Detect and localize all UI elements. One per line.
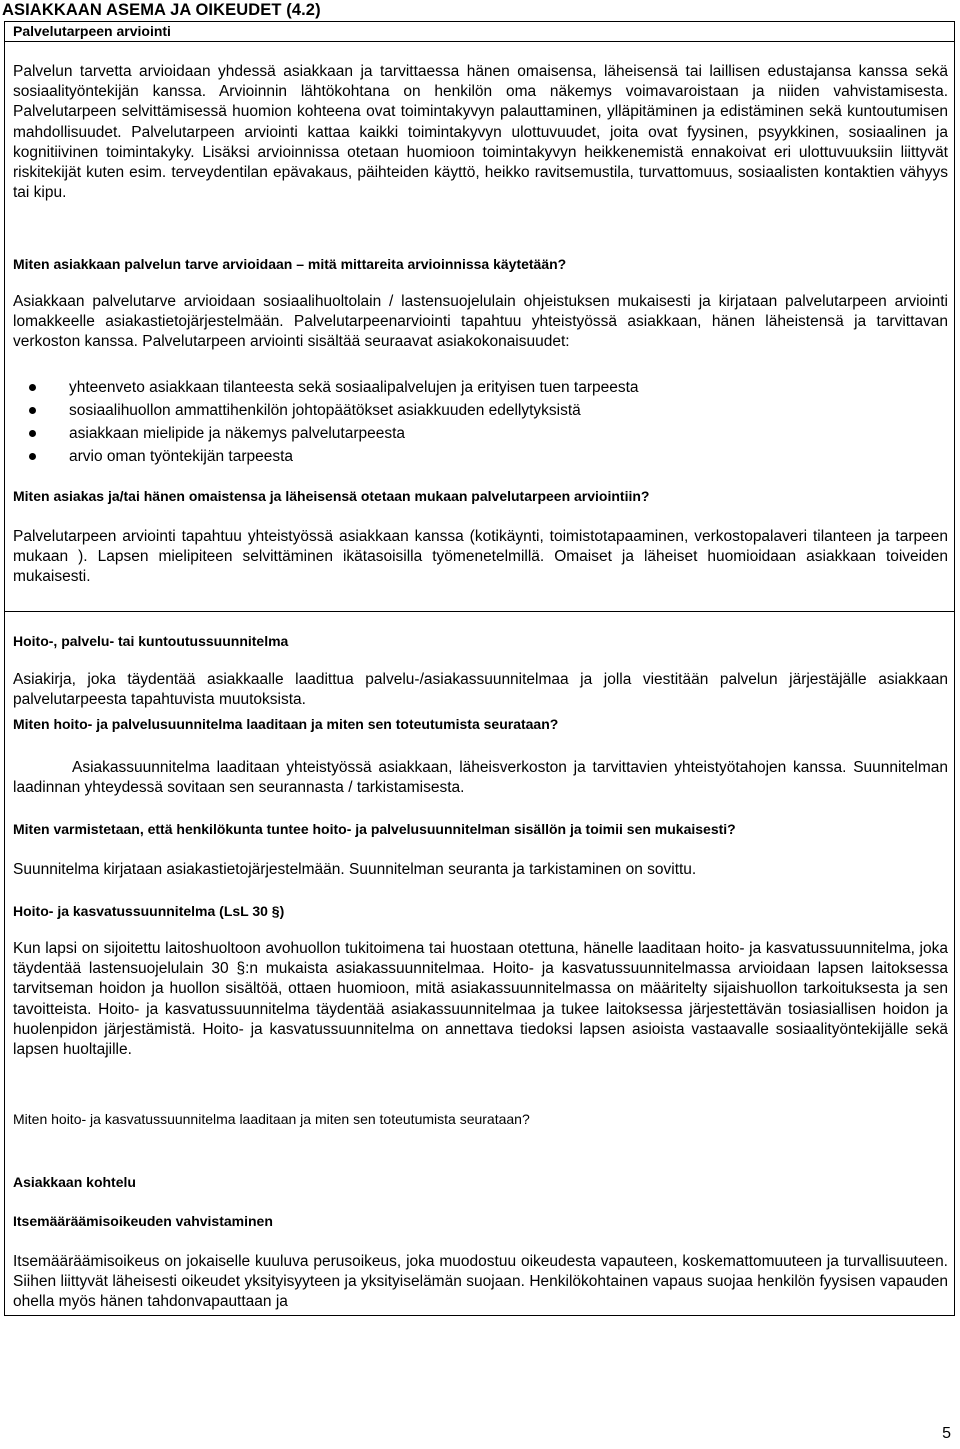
subsection-header: Hoito- ja kasvatussuunnitelma (LsL 30 §) (13, 903, 285, 919)
question-kasvatussuunnitelma: Miten hoito- ja kasvatussuunnitelma laaditaan ja miten sen toteutumista seurataan? (13, 1111, 530, 1127)
section-header: Hoito-, palvelu- tai kuntoutussuunnitelma (13, 633, 289, 649)
question-omaiset: Miten asiakas ja/tai hänen omaistensa ja läheisensä otetaan mukaan palvelutarpeen arviointiin? (13, 488, 650, 504)
page-title: ASIAKKAAN ASEMA JA OIKEUDET (4.2) (2, 1, 321, 19)
bullet-icon (29, 384, 36, 391)
section-header: Palvelutarpeen arviointi (13, 23, 171, 39)
bullet-icon (29, 430, 36, 437)
question-henkilokunta: Miten varmistetaan, että henkilökunta tuntee hoito- ja palvelusuunnitelman sisällön ja toimii sen mukaisesti? (13, 821, 736, 837)
list-item: sosiaalihuollon ammattihenkilön johtopäätökset asiakkuuden edellytyksistä (5, 399, 948, 422)
answer-omaiset: Palvelutarpeen arviointi tapahtuu yhteistyössä asiakkaan kanssa (kotikäynti, toimistotapaaminen, verkostopalaveri tilanteen ja tarpeen mukaan ). Lapsen mielipiteen selvittäminen ikätasoisilla työmenetelmillä. Omaiset ja läheiset huomioidaan asiakkaan toiveiden mukaisesti. (13, 528, 948, 586)
page-number: 5 (942, 1425, 951, 1442)
bullet-list (5, 376, 948, 468)
list-item: asiakkaan mielipide ja näkemys palvelutarpeesta (5, 422, 948, 445)
bullet-icon (29, 407, 36, 414)
list-item: arvio oman työntekijän tarpeesta (5, 445, 948, 468)
hoitosuunnitelma-intro: Asiakirja, joka täydentää asiakkaalle laadittua palvelu-/asiakassuunnitelmaa ja jolla viestitään palvelun järjestäjälle asiakkaan palvelutarpeesta tapahtuvista muutoksista. (13, 671, 948, 709)
section-header-row (5, 22, 954, 42)
answer-henkilokunta: Suunnitelma kirjataan asiakastietojärjestelmään. Suunnitelman seuranta ja tarkistaminen on sovittu. (13, 861, 697, 878)
answer-palvelun-tarve: Asiakkaan palvelutarve arvioidaan sosiaalihuoltolain / lastensuojelulain ohjeistuksen mukaisesti ja kirjataan palvelutarpeen arviointi lomakkeelle asiakastietojärjestelmään. Palvelutarpeenarviointi tapahtuu yhteistyössä asiakkaan, hänen läheistensä ja tarvittavan verkoston kanssa. Palvelutarpeen arviointi sisältää seuraavat asiakokonaisuudet: (13, 293, 948, 351)
section-palvelutarve (4, 21, 955, 612)
itsemaaraamisoikeus-text: Itsemääräämisoikeus on jokaiselle kuuluva perusoikeus, joka muodostuu oikeudesta vapauteen, koskemattomuuteen ja turvallisuuteen. Siihen liittyvät läheisesti oikeudet yksityisyyteen ja yksityiselämän suojaan. Henkilökohtainen vapaus suojaa henkilön fyysisen vapauden ohella myös hänen tahdonvapauttaan ja (13, 1253, 948, 1311)
question-laadinta: Miten hoito- ja palvelusuunnitelma laaditaan ja miten sen toteutumista seurataan? (13, 716, 559, 732)
palvelutarve-intro: Palvelun tarvetta arvioidaan yhdessä asiakkaan ja tarvittaessa hänen omaisensa, läheisensä tai laillisen edustajansa kanssa sekä sosiaalityöntekijän kanssa. Arvioinnin lähtökohtana on henkilön oma näkemys voimavaroistaan ja niiden vahvistamisesta. Palvelutarpeen selvittämisessä huomion kohteena ovat toimintakyvyn palauttaminen, ylläpitäminen ja edistäminen sekä kuntoutumisen mahdollisuudet. Palvelutarpeen arviointi kattaa kaikki toimintakyvyn ulottuvuudet, joita ovat fyysinen, psyykkinen, sosiaalinen ja kognitiivinen toimintakyky. Lisäksi arvioinnissa otetaan huomioon toimintakyvyn heikkenemistä ennakoivat eri ulottuvuuksiin liittyvät riskitekijät kuten esim. terveydentilan epävakaus, päihteiden käyttö, heikko ravitsemustila, turvattomuus, sosiaalisten kontaktien vähyys tai kipu. (13, 63, 948, 202)
bullet-icon (29, 453, 36, 460)
section-header-kohtelu: Asiakkaan kohtelu (13, 1174, 136, 1190)
kasvatussuunnitelma-text: Kun lapsi on sijoitettu laitoshuoltoon avohuollon tukitoimena tai huostaan otettuna, hänelle laaditaan hoito- ja kasvatussuunnitelma, joka täydentää lastensuojelulain 30 §:n mukaista asiakassuunnitelmaa. Hoito- ja kasvatussuunnitelmassa arvioidaan lapsen laitoksessa tarvitseman hoidon ja huollon sisältöä, ottaen huomioon, mitä asiakassuunnitelmassa on määritelty sijaishuollon tarkoituksesta ja sen tavoitteista. Hoito- ja kasvatussuunnitelma täydentää asiakassuunnitelmaa ja tukee laitoksessa järjestettävän tosiasiallisen hoidon ja huolenpidon järjestämistä. Hoito- ja kasvatussuunnitelma on annettava tiedoksi lapsen asioista vastaavalle sosiaalityöntekijälle sekä lapsen huoltajille. (13, 940, 948, 1059)
section-hoitosuunnitelma (4, 611, 955, 1316)
list-item: yhteenveto asiakkaan tilanteesta sekä sosiaalipalvelujen ja erityisen tuen tarpeesta (5, 376, 948, 399)
question-palvelun-tarve: Miten asiakkaan palvelun tarve arvioidaan – mitä mittareita arvioinnissa käytetään? (13, 256, 567, 272)
subsection-header-itsemaaraamisoikeus: Itsemääräämisoikeuden vahvistaminen (13, 1213, 273, 1229)
answer-laadinta: Asiakassuunnitelma laaditaan yhteistyössä asiakkaan, läheisverkoston ja tarvittavien yhteistyötahojen kanssa. Suunnitelman laadinnan yhteydessä sovitaan sen seurannasta / tarkistamisesta. (13, 759, 948, 797)
